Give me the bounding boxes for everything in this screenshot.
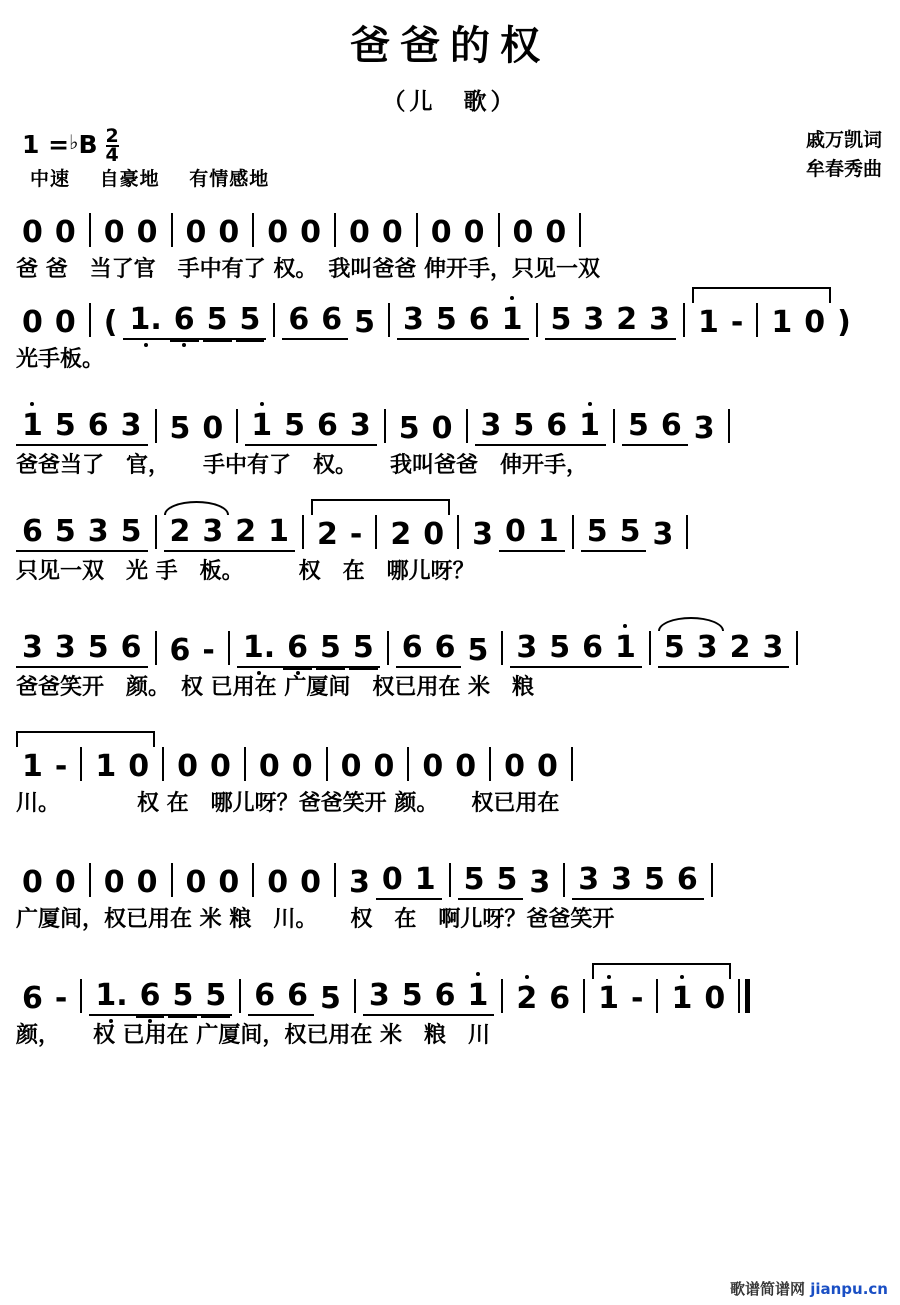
system-4-notes [16, 504, 884, 552]
barline [334, 863, 336, 897]
note: 6 [281, 630, 314, 668]
system-6 [16, 732, 884, 822]
note: 1 [22, 749, 43, 784]
note: 5 [622, 408, 655, 446]
system-2-notes [16, 292, 884, 340]
note: 0 [381, 215, 403, 250]
note: 6 [463, 302, 496, 340]
barline [273, 303, 275, 337]
credits [806, 126, 882, 183]
note: 5 [49, 408, 82, 446]
note: 3 [652, 517, 674, 552]
note: 0 [177, 749, 198, 784]
barline [416, 213, 418, 247]
note: 1 [698, 305, 719, 340]
barline [388, 303, 390, 337]
note: 5 [398, 411, 420, 446]
system-4 [16, 500, 884, 590]
note: 3 [756, 630, 789, 668]
barline [501, 631, 503, 665]
watermark [730, 1278, 888, 1299]
key-prefix: 1 = [22, 130, 70, 159]
note: 5 [347, 630, 380, 668]
barline [571, 747, 573, 781]
barline [613, 409, 615, 443]
note: 6 [168, 302, 201, 340]
note-dash: - [202, 633, 215, 668]
barline [228, 631, 230, 665]
slur [164, 501, 230, 515]
note: 1 [262, 514, 295, 552]
note: 6 [671, 862, 704, 900]
note: 5 [396, 978, 429, 1016]
note: 5 [278, 408, 311, 446]
note: 0 [136, 865, 158, 900]
note: 0 [499, 514, 532, 552]
note-dash: - [349, 517, 363, 552]
note: 3 [344, 408, 377, 446]
note: 0 [185, 865, 207, 900]
system-7 [16, 848, 884, 938]
note: 0 [128, 749, 150, 784]
note: 3 [16, 630, 49, 668]
note: 1 [95, 749, 117, 784]
note-dash: - [730, 305, 744, 340]
note: 0 [300, 865, 321, 900]
note: 6 [655, 408, 688, 446]
note: 3 [349, 865, 370, 900]
barline [796, 631, 798, 665]
barline [756, 303, 758, 337]
note: 1 [771, 305, 793, 340]
system-3-lyrics: 爸爸当了 官， 手中有了 权。 我叫爸爸 伸开手， [16, 453, 589, 478]
barline [498, 213, 500, 247]
barline [171, 863, 173, 897]
tempo-mark-2: 有情感地 [189, 168, 270, 190]
note: 5 [169, 411, 191, 446]
note: 6 [248, 978, 281, 1016]
note: 2 [164, 514, 197, 552]
note: 6 [429, 630, 462, 668]
system-8 [16, 964, 884, 1054]
note: 6 [282, 302, 315, 340]
barline [326, 747, 328, 781]
barline [302, 515, 304, 549]
note: 0 [804, 305, 826, 340]
barline [536, 303, 538, 337]
note-dash: - [630, 981, 644, 1016]
barline [457, 515, 459, 549]
barline [244, 747, 246, 781]
note: 5 [166, 978, 199, 1016]
note: 5 [638, 862, 671, 900]
note: 6 [549, 981, 571, 1016]
note: 6 [396, 630, 429, 668]
note: 1 [496, 302, 529, 340]
page-subtitle: （儿 歌） [382, 89, 518, 115]
barline [89, 863, 91, 897]
note: 6 [82, 408, 115, 446]
note: 1 [16, 408, 49, 446]
note: 3 [397, 302, 430, 340]
note: 2 [610, 302, 643, 340]
note: 0 [218, 865, 240, 900]
note: 0 [267, 215, 289, 250]
note: 5 [491, 862, 524, 900]
system-2-lyrics: 光手板。 [16, 347, 105, 372]
tie-bracket [16, 731, 155, 747]
barline [89, 213, 91, 247]
note: 6 [540, 408, 573, 446]
note: 3 [577, 302, 610, 340]
note: 6 [169, 633, 191, 668]
system-8-lyrics: 颜， 权 已用在 广厦间，权已用在 米 粮 川 [16, 1023, 490, 1048]
barline [649, 631, 651, 665]
note: 0 [103, 865, 125, 900]
repeat-close-paren: ) [837, 305, 851, 340]
note: 1 [461, 978, 494, 1016]
note: 0 [136, 215, 158, 250]
note: 3 [196, 514, 229, 552]
note: 1 [409, 862, 442, 900]
note: 0 [218, 215, 240, 250]
note: 6 [281, 978, 314, 1016]
tempo-markings [30, 164, 291, 191]
note: 5 [199, 978, 232, 1016]
note: 2 [317, 517, 338, 552]
key-letter: B [78, 130, 98, 159]
barline [583, 979, 585, 1013]
note: 0 [545, 215, 567, 250]
note: 1 [592, 981, 625, 1016]
note: 0 [340, 749, 362, 784]
note: 0 [54, 865, 76, 900]
note: 2 [510, 981, 543, 1016]
sheet-music-page [0, 14, 900, 1305]
barline [252, 213, 254, 247]
barline [354, 979, 356, 1013]
barline [375, 515, 377, 549]
note: 0 [373, 749, 395, 784]
note: 0 [512, 215, 534, 250]
system-7-lyrics: 广厦间，权已用在 米 粮 川。 权 在 啊儿呀？爸爸笑开 [16, 907, 615, 932]
system-5 [16, 616, 884, 706]
note: 5 [82, 630, 115, 668]
flat-symbol: ♭ [69, 130, 79, 154]
note: 0 [103, 215, 125, 250]
barline [171, 213, 173, 247]
note-dash: - [54, 981, 68, 1016]
note: 0 [422, 749, 444, 784]
note: 1 [245, 408, 278, 446]
note: 6 [115, 630, 148, 668]
note: 0 [185, 215, 207, 250]
note: 3 [82, 514, 115, 552]
note: 5 [458, 862, 491, 900]
system-2 [16, 288, 884, 378]
system-1-lyrics: 爸 爸 当了官 手中有了 权。 我叫爸爸 伸开手，只见一双 [16, 257, 600, 282]
note: 5 [507, 408, 540, 446]
measure-tied [311, 515, 450, 552]
note: 0 [300, 215, 321, 250]
note: 0 [258, 749, 280, 784]
meter-numerator: 2 [105, 125, 119, 147]
note: 3 [529, 865, 551, 900]
note: 5 [234, 302, 267, 340]
note: 6 [576, 630, 609, 668]
note: 5 [658, 630, 691, 668]
note: 3 [115, 408, 148, 446]
note: 0 [22, 865, 43, 900]
measure-tied [692, 303, 831, 340]
note: 0 [455, 749, 477, 784]
barline [501, 979, 503, 1013]
system-1 [16, 198, 884, 288]
watermark-prefix: 歌谱简谱网 [729, 1280, 811, 1298]
note: 2 [724, 630, 757, 668]
system-8-notes [16, 968, 884, 1016]
repeat-open-paren: ( [103, 305, 118, 340]
barline [449, 863, 451, 897]
barline [236, 409, 238, 443]
note: 0 [536, 749, 558, 784]
tie-bracket [311, 499, 450, 515]
note: 3 [510, 630, 543, 668]
note: 2 [390, 517, 412, 552]
meter-denominator: 4 [105, 144, 119, 167]
barline [563, 863, 565, 897]
system-7-notes [16, 852, 884, 900]
note: 2 [229, 514, 262, 552]
note: 0 [423, 517, 445, 552]
barline [155, 409, 157, 443]
note: 1. [237, 630, 281, 668]
tie-bracket [592, 963, 731, 979]
barline [80, 979, 82, 1013]
barline [656, 979, 658, 1013]
note: 5 [430, 302, 463, 340]
note: 5 [115, 514, 148, 552]
system-3-notes [16, 398, 884, 446]
note: 5 [543, 630, 576, 668]
time-signature [105, 125, 119, 167]
note: 6 [22, 981, 43, 1016]
note: 0 [209, 749, 231, 784]
barline [155, 631, 157, 665]
note: 0 [54, 215, 76, 250]
system-5-notes [16, 620, 884, 668]
tie-bracket [692, 287, 831, 303]
note: 0 [54, 305, 76, 340]
system-3 [16, 394, 884, 484]
note: 3 [691, 630, 724, 668]
note: 5 [49, 514, 82, 552]
watermark-site: jianpu.cn [810, 1280, 888, 1298]
measure-tied [592, 979, 731, 1016]
barline [728, 409, 730, 443]
note: 3 [475, 408, 508, 446]
note: 5 [545, 302, 578, 340]
note: 1. [89, 978, 133, 1016]
barline [162, 747, 164, 781]
barline [683, 303, 685, 337]
note: 6 [16, 514, 49, 552]
note: 0 [463, 215, 485, 250]
measure-slur [658, 630, 790, 668]
note: 3 [472, 517, 493, 552]
composer: 牟春秀曲 [805, 157, 882, 180]
note: 0 [202, 411, 224, 446]
note: 5 [614, 514, 647, 552]
slur [658, 617, 724, 631]
header-row [0, 126, 900, 198]
barline [572, 515, 574, 549]
note: 1 [665, 981, 698, 1016]
note: 0 [431, 411, 453, 446]
note: 3 [572, 862, 605, 900]
note: 5 [201, 302, 234, 340]
barline [384, 409, 386, 443]
measure-tied [16, 747, 155, 784]
system-6-notes [16, 736, 884, 784]
barline [489, 747, 491, 781]
key-signature [22, 125, 119, 167]
note: 0 [349, 215, 370, 250]
barline [334, 213, 336, 247]
system-5-lyrics: 爸爸笑开 颜。 权 已用在 广厦间 权已用在 米 粮 [16, 675, 534, 700]
barline [252, 863, 254, 897]
system-4-lyrics: 只见一双 光 手 板。 权 在 哪儿呀？ [16, 559, 475, 584]
lyricist: 戚万凯词 [805, 129, 882, 151]
note: 5 [319, 981, 341, 1016]
barline [711, 863, 713, 897]
note: 3 [643, 302, 676, 340]
note: 3 [693, 411, 715, 446]
barline [239, 979, 241, 1013]
note: 3 [605, 862, 638, 900]
system-1-notes [16, 202, 884, 250]
barline [89, 303, 91, 337]
barline [579, 213, 581, 247]
page-title: 爸爸的权 [350, 23, 550, 69]
barline [80, 747, 82, 781]
note: 0 [430, 215, 452, 250]
note: 1 [573, 408, 606, 446]
measure-slur [164, 514, 296, 552]
note: 3 [363, 978, 396, 1016]
system-6-lyrics: 川。 权 在 哪儿呀？爸爸笑开 颜。 权已用在 [16, 791, 560, 816]
note: 5 [467, 633, 489, 668]
note: 5 [581, 514, 614, 552]
note: 1. [123, 302, 167, 340]
note: 5 [314, 630, 347, 668]
note: 0 [22, 215, 43, 250]
barline [407, 747, 409, 781]
note: 1 [609, 630, 642, 668]
note: 0 [376, 862, 409, 900]
note: 6 [315, 302, 348, 340]
note: 0 [704, 981, 726, 1016]
barline [155, 515, 157, 549]
note: 5 [354, 305, 375, 340]
note: 0 [504, 749, 525, 784]
note: 0 [22, 305, 43, 340]
barline [686, 515, 688, 549]
final-barline [738, 979, 750, 1013]
barline [387, 631, 389, 665]
note: 0 [267, 865, 289, 900]
note: 0 [291, 749, 313, 784]
note-dash: - [54, 749, 68, 784]
note: 3 [49, 630, 82, 668]
note: 6 [134, 978, 167, 1016]
tempo-mark-1: 自豪地 [99, 168, 160, 190]
barline [466, 409, 468, 443]
note: 1 [532, 514, 565, 552]
tempo-mark-0: 中速 [30, 168, 71, 190]
note: 6 [429, 978, 462, 1016]
note: 6 [311, 408, 344, 446]
